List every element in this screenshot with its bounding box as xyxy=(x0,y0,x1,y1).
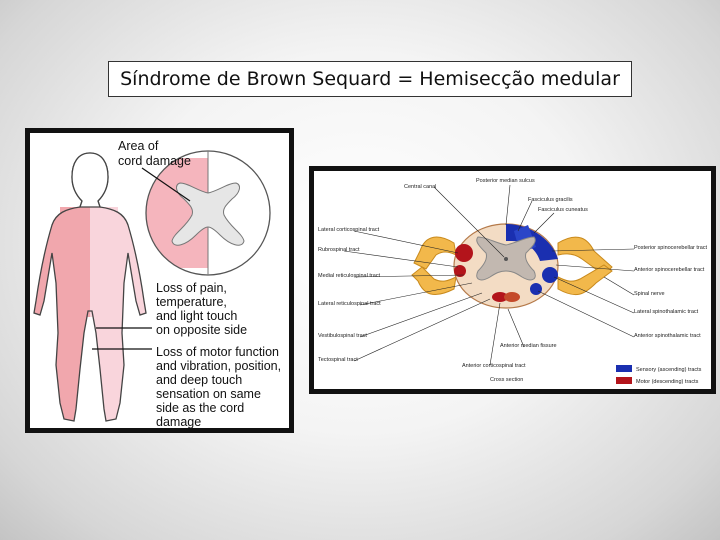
label-anterior-spinocerebellar: Anterior spinocerebellar tract xyxy=(634,267,705,273)
label-anterior-spinothalamic: Anterior spinothalamic tract xyxy=(634,333,701,339)
area-label-line2: cord damage xyxy=(118,154,191,168)
pain-label-line1: Loss of pain, xyxy=(156,281,227,295)
spinal-tracts-diagram xyxy=(314,171,711,389)
motor-label-line3: and deep touch xyxy=(156,373,243,387)
label-fasciculus-cuneatus: Fasciculus cuneatus xyxy=(538,207,588,213)
motor-label-line5: side as the cord xyxy=(156,401,245,415)
slide-title: Síndrome de Brown Sequard = Hemisecção medular xyxy=(120,68,620,90)
label-anterior-median-fissure: Anterior median fissure xyxy=(500,343,557,349)
label-anterior-corticospinal: Anterior corticospinal tract xyxy=(462,363,526,369)
label-lateral-corticospinal: Lateral corticospinal tract xyxy=(318,227,380,233)
torso-left-shade xyxy=(60,207,90,317)
label-posterior-median-sulcus: Posterior median sulcus xyxy=(476,178,535,184)
spinal-cord-section xyxy=(146,151,270,275)
label-lateral-reticulospinal: Lateral reticulospinal tract xyxy=(318,301,381,307)
legend-motor-label: Motor (descending) tracts xyxy=(636,379,699,385)
motor-label-line6: damage xyxy=(156,415,202,428)
label-central-canal: Central canal xyxy=(404,184,437,190)
label-lateral-spinothalamic: Lateral spinothalamic tract xyxy=(634,309,699,315)
label-posterior-spinocerebellar: Posterior spinocerebellar tract xyxy=(634,245,708,251)
pain-label-line2: temperature, xyxy=(156,295,227,309)
legend-sensory-swatch xyxy=(616,365,632,372)
label-spinal-nerve: Spinal nerve xyxy=(634,291,665,297)
label-fasciculus-gracilis: Fasciculus gracilis xyxy=(528,197,573,203)
head xyxy=(72,153,108,207)
label-cross-section: Cross section xyxy=(490,377,524,383)
pain-label-line4: on opposite side xyxy=(156,323,248,337)
label-vestibulospinal: Vestibulospinal tract xyxy=(318,333,367,339)
motor-label-line2: and vibration, position, xyxy=(156,359,282,373)
legend-sensory-label: Sensory (ascending) tracts xyxy=(636,367,702,373)
body-diagram-panel xyxy=(25,128,294,433)
area-label-line1: Area of xyxy=(118,139,159,153)
human-body-figure xyxy=(34,153,146,421)
motor-label-line1: Loss of motor function xyxy=(156,345,279,359)
title-box xyxy=(108,61,632,97)
motor-label-line4: sensation on same xyxy=(156,387,261,401)
label-medial-reticulospinal: Medial reticulospinal tract xyxy=(318,273,381,279)
body-diagram xyxy=(30,133,289,428)
legend-motor-swatch xyxy=(616,377,632,384)
tract-legend xyxy=(616,365,702,385)
pain-label-line3: and light touch xyxy=(156,309,238,323)
spinothalamic-blue xyxy=(542,267,558,283)
torso-right-shade xyxy=(90,207,118,317)
label-tectospinal: Tectospinal tract xyxy=(318,357,358,363)
spinal-tracts-panel xyxy=(309,166,716,394)
label-rubrospinal: Rubrospinal tract xyxy=(318,247,360,253)
central-canal-dot xyxy=(504,257,508,261)
